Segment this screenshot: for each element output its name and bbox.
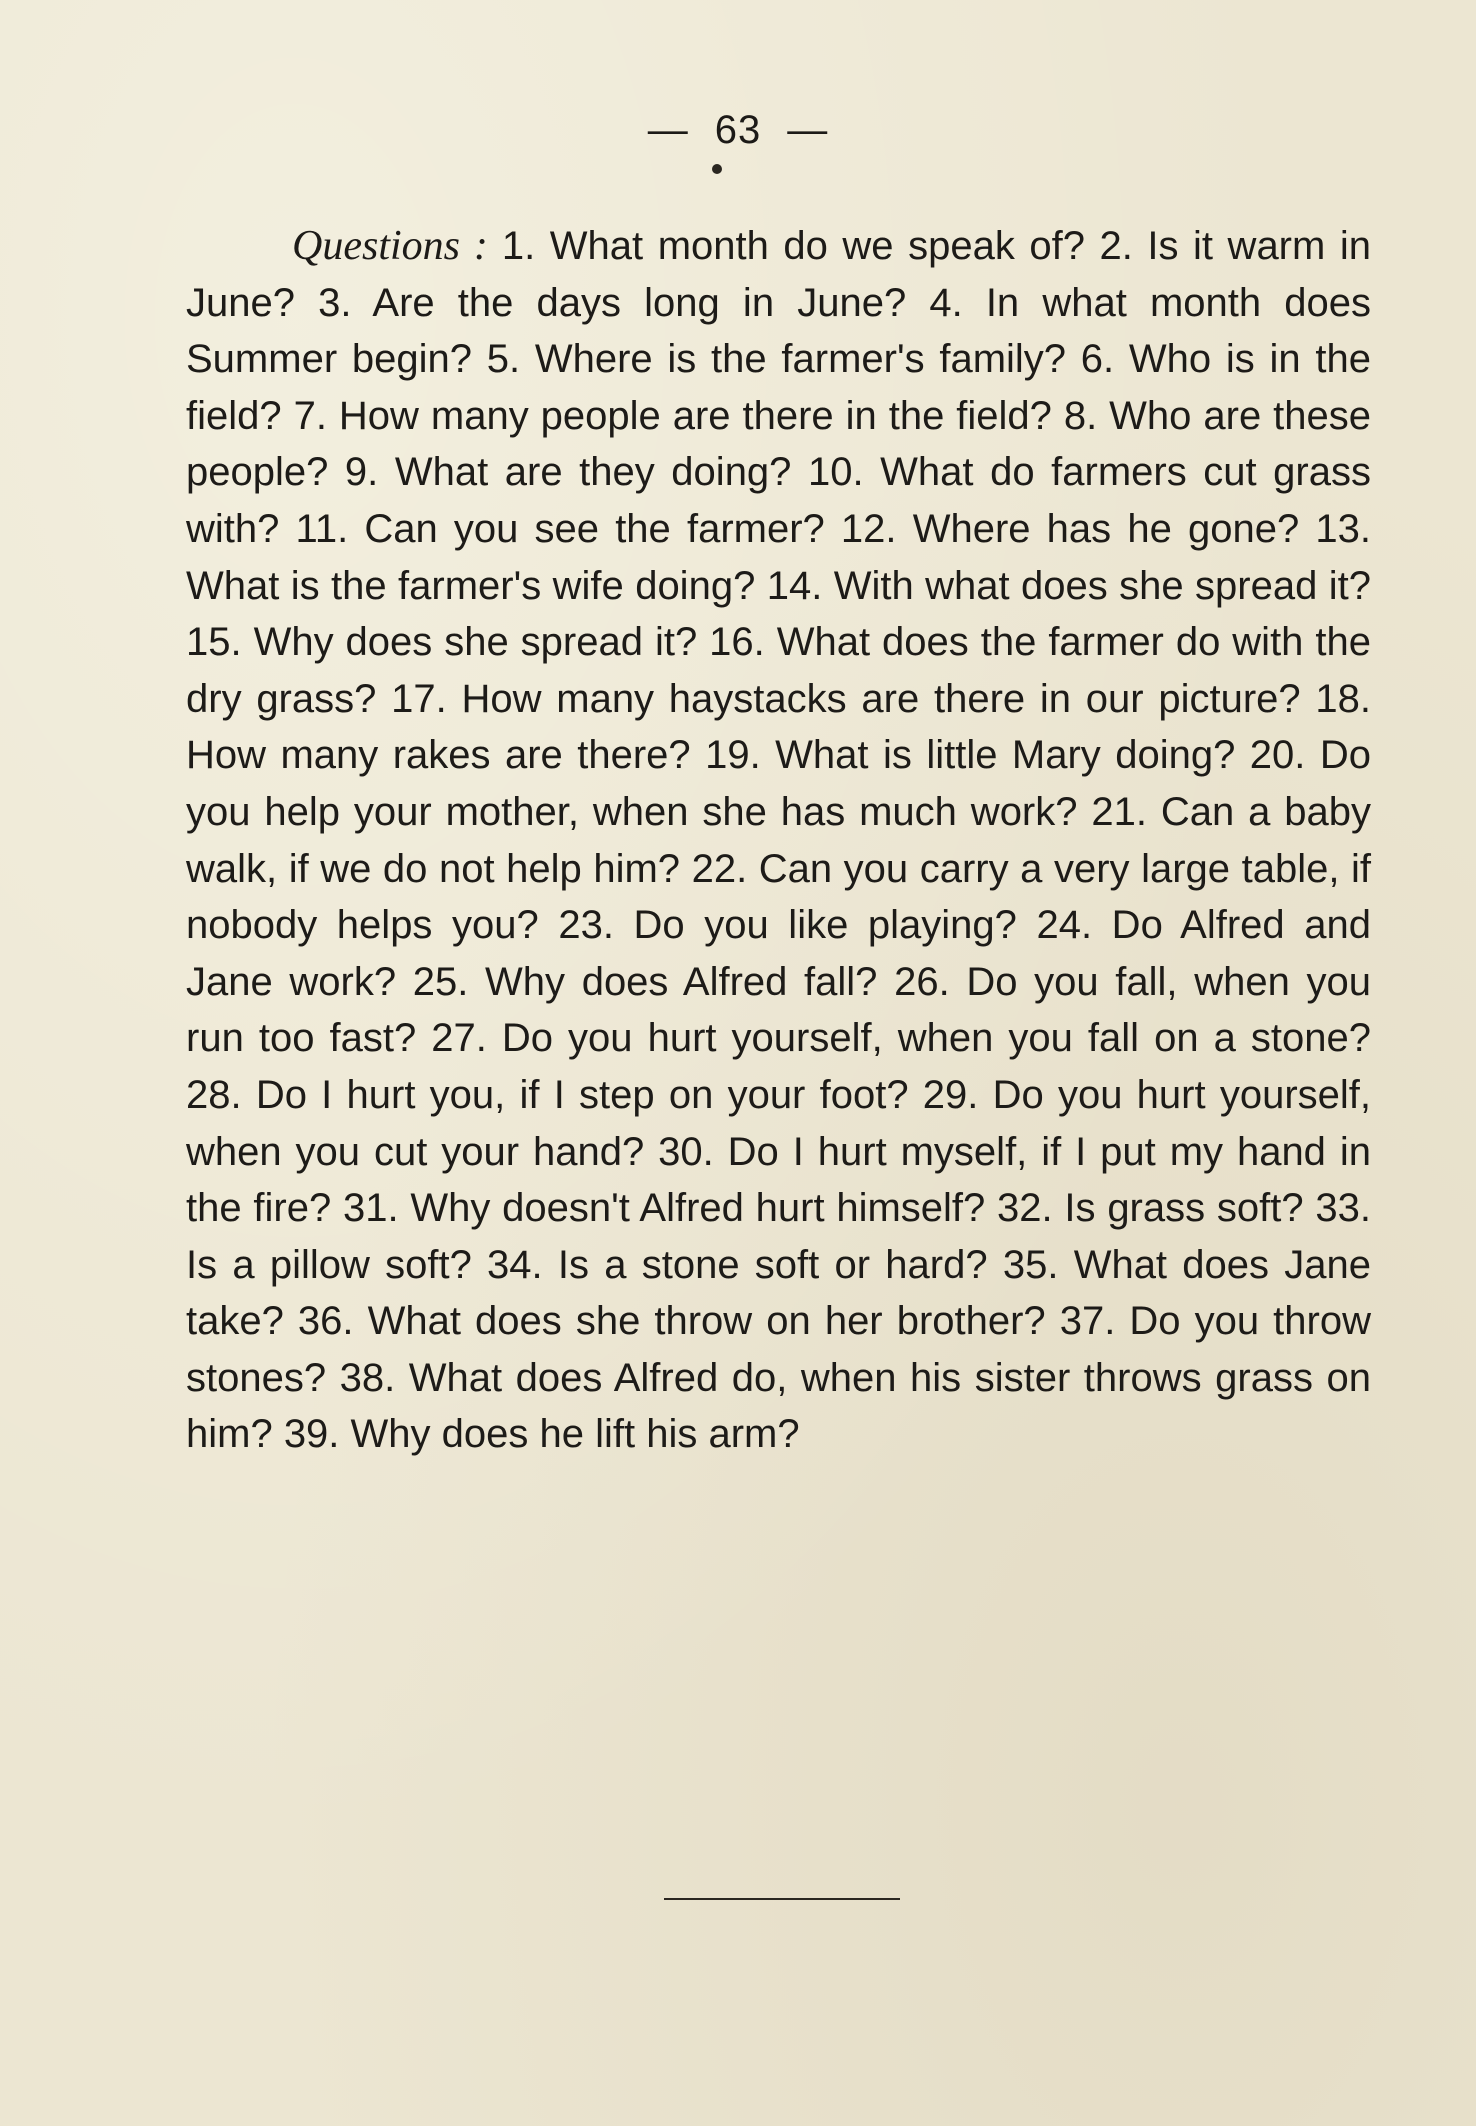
page-number: 63: [714, 108, 762, 152]
page-number-header: [0, 108, 1476, 153]
questions-heading: Questions :: [292, 223, 488, 269]
dash-left: —: [647, 108, 689, 152]
dash-right: —: [787, 108, 829, 152]
closing-rule: [664, 1898, 900, 1900]
ornament-dot: [712, 164, 722, 174]
questions-text: 1. What month do we speak of? 2. Is it warm in June? 3. Are the days long in June? 4. In what month does Summer begin? 5. Where is the farmer's family? 6. Who is in the field? 7. How many people are there in the field? 8. Who are these people? 9. What are they doing? 10. What do farmers cut grass with? 11. Can you see the farmer? 12. Where has he gone? 13. What is the farmer's wife doing? 14. With what does she spread it? 15. Why does she spread it? 16. What does the farmer do with the dry grass? 17. How many haystacks are there in our picture? 18. How many rakes are there? 19. What is little Mary doing? 20. Do you help your mother, when she has much work? 21. Can a baby walk, if we do not help him? 22. Can you carry a very large table, if nobody helps you? 23. Do you like playing? 24. Do Alfred and Jane work? 25. Why does Alfred fall? 26. Do you fall, when you run too fast? 27. Do you hurt yourself, when you fall on a stone? 28. Do I hurt you, if I step on your foot? 29. Do you hurt yourself, when you cut your hand? 30. Do I hurt myself, if I put my hand in the fire? 31. Why doesn't Alfred hurt himself? 32. Is grass soft? 33. Is a pillow soft? 34. Is a stone soft or hard? 35. What does Jane take? 36. What does she throw on her brother? 37. Do you throw stones? 38. What does Alfred do, when his sister throws grass on him? 39. Why does he lift his arm?: [186, 224, 1371, 1457]
questions-paragraph: [186, 218, 1371, 1463]
